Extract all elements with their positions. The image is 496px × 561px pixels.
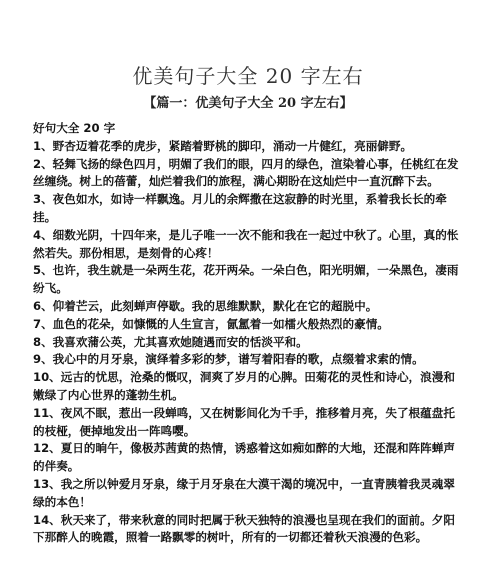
paragraph-8: 8、我喜欢蒲公英，尤其喜欢她随遇而安的恬淡平和。 <box>33 334 308 349</box>
paragraph-5: 5、也许，我生就是一朵两生花，花开两朵。一朵白色，阳光明媚，一朵黑色，凄雨纷飞。 <box>33 263 459 296</box>
page-title: 优美句子大全 20 字左右 <box>132 64 364 88</box>
paragraph-14: 14、秋天来了，带来秋意的同时把属于秋天独特的浪漫也呈现在我们的面前。夕阳下那醉人的晚霞，照着一路飘零的树叶，所有的一切都还着秋天浪漫的色彩。 <box>33 512 455 545</box>
section-heading: 好句大全 20 字 <box>33 121 116 135</box>
paragraph-7: 7、血色的花朵，如慷慨的人生宣言，氤氲着一如檑火般热烈的豪情。 <box>33 316 389 331</box>
document-body <box>33 120 465 547</box>
paragraph-3: 3、夜色如水，如诗一样飘逸。月儿的余辉撒在这寂静的时光里，系着我长长的牵挂。 <box>33 192 447 224</box>
paragraph-12: 12、夏日的晌午，像极苏茜黄的热情，诱惑着这如痴如醉的大地，还混和阵阵蝉声的伴奏。 <box>33 441 455 474</box>
paragraph-2: 2、轻舞飞扬的绿色四月，明媚了我们的眼，四月的绿色，渲染着心事，任桃红在发丝缠绕。树上的蓓蕾，灿烂着我们的旅程，满心期盼在这灿烂中一直沉醉下去。 <box>33 156 459 189</box>
paragraph-10: 10、远古的忧思，沧桑的慨叹，洞爽了岁月的心脾。田菊花的灵性和诗心，浪漫和嫩绿了内心世界的蓬勃生机。 <box>33 370 455 402</box>
paragraph-13: 13、我之所以钟爱月牙泉，缘于月牙泉在大漠干渴的境况中，一直青胰着我灵魂翠绿的本色！ <box>33 476 455 509</box>
paragraph-1: 1、野杏迈着花季的虎步，紧踏着野桃的脚印，涌动一片健红，亮丽僻野。 <box>33 138 413 153</box>
section-subtitle: 【篇一：优美句子大全 20 字左右】 <box>143 96 353 111</box>
paragraph-6: 6、仰着芒云，此刻蝉声停歇。我的思维默默，默化在它的超脱中。 <box>33 298 378 313</box>
paragraph-9: 9、我心中的月牙泉，演绎着多彩的梦，谱写着阳春的歌，点缀着求索的情。 <box>33 352 424 367</box>
paragraph-11: 11、夜风不眠，惹出一段蝉鸣，又在树影间化为千手，推移着月亮，失了根蕴盘托的枝桠，便掉地发出一阵鸣嘤。 <box>33 405 455 438</box>
paragraph-4: 4、细数光阴，十四年来，是儿子唯一一次不能和我在一起过中秋了。心里，真的怅然若失。那份相思，是刻骨的心疼！ <box>33 227 459 260</box>
